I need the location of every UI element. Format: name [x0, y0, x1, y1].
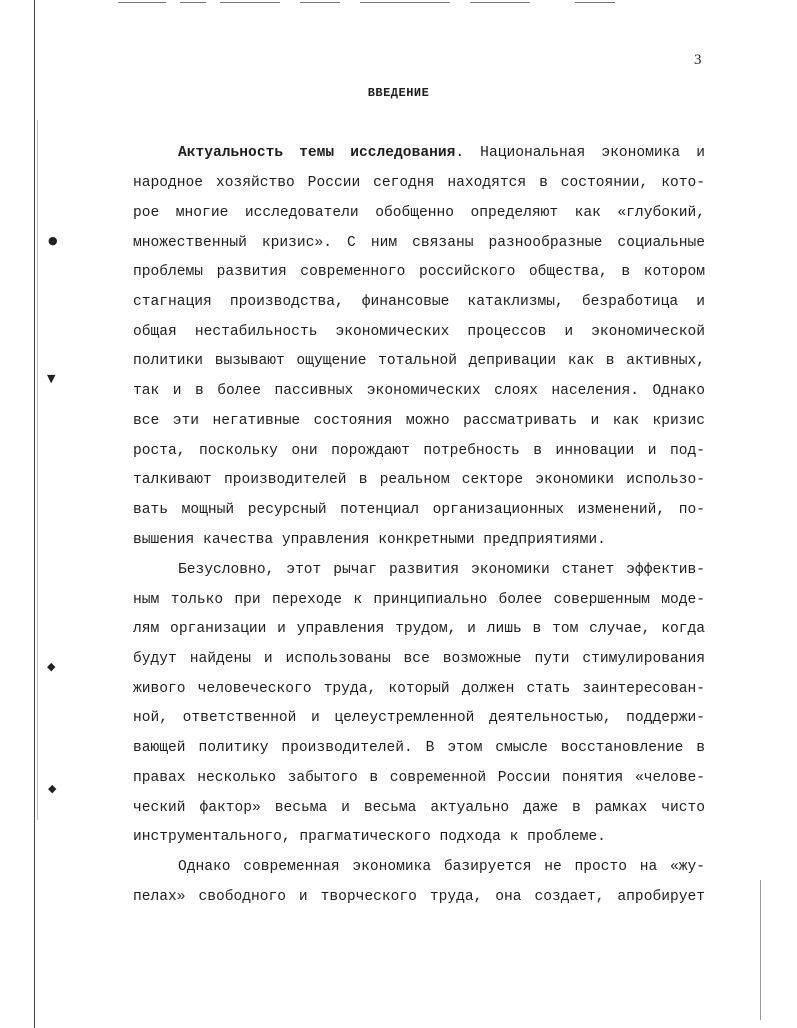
- text-line: проблемы развития современного российского общества, в котором: [133, 264, 705, 280]
- scan-top-mark: [575, 2, 615, 3]
- scan-top-mark: [220, 2, 280, 3]
- binding-hole-mark: ◆: [47, 660, 56, 673]
- text-line: народное хозяйство России сегодня находятся в состоянии, кото-: [133, 175, 705, 191]
- scan-top-mark: [360, 2, 450, 3]
- text-line: общая нестабильность экономических процессов и экономической: [133, 324, 705, 340]
- text-line: талкивают производителей в реальном секторе экономики использо-: [133, 472, 705, 488]
- text-line: политики вызывают ощущение тотальной депривации как в активных,: [133, 353, 705, 369]
- scan-left-edge-faint: [37, 120, 38, 820]
- text-line: рое многие исследователи обобщенно определяют как «глубокий,: [133, 205, 705, 221]
- lead-rest: . Национальная экономика и: [455, 145, 705, 161]
- text-line: ным только при переходе к принципиально более совершенным моде-: [133, 592, 705, 608]
- text-line: вать мощный ресурсный потенциал организационных изменений, по-: [133, 502, 705, 518]
- text-line: [178, 143, 705, 163]
- scan-top-mark: [470, 2, 530, 3]
- text-line: правах несколько забытого в современной России понятия «челове-: [133, 770, 705, 786]
- text-line: множественный кризис». С ним связаны разнообразные социальные: [133, 235, 705, 251]
- text-line: Однако современная экономика базируется не просто на «жу-: [178, 859, 705, 875]
- text-line: ческий фактор» весьма и весьма актуально даже в рамках чисто: [133, 800, 705, 816]
- binding-hole-mark: ◆: [48, 782, 57, 795]
- text-line: лям организации и управления трудом, и лишь в том случае, когда: [133, 621, 705, 637]
- scan-top-mark: [180, 2, 206, 3]
- text-line: будут найдены и использованы все возможные пути стимулирования: [133, 651, 705, 667]
- text-line: роста, поскольку они порождают потребность в инновации и под-: [133, 443, 705, 459]
- page-number: 3: [694, 52, 702, 68]
- text-line: вающей политику производителей. В этом смысле восстановление в: [133, 740, 705, 756]
- text-line: пелах» свободного и творческого труда, она создает, апробирует: [133, 889, 705, 905]
- text-line: живого человеческого труда, который должен стать заинтересован-: [133, 681, 705, 697]
- text-line: стагнация производства, финансовые катаклизмы, безработица и: [133, 294, 705, 310]
- scan-top-mark: [118, 2, 166, 3]
- lead-phrase: Актуальность темы исследования: [178, 145, 456, 161]
- scan-top-mark: [300, 2, 340, 3]
- text-line: все эти негативные состояния можно рассматривать и как кризис: [133, 413, 705, 429]
- scan-right-edge: [760, 880, 761, 1020]
- binding-hole-mark: ▼: [47, 372, 56, 385]
- text-line: инструментального, прагматического подхода к проблеме.: [133, 829, 606, 845]
- scan-left-edge: [34, 0, 35, 1028]
- section-title: ВВЕДЕНИЕ: [367, 86, 430, 100]
- text-line: вышения качества управления конкретными предприятиями.: [133, 532, 606, 548]
- text-line: Безусловно, этот рычаг развития экономики станет эффектив-: [178, 562, 705, 578]
- binding-hole-mark: ●: [48, 234, 58, 247]
- text-line: ной, ответственной и целеустремленной деятельностью, поддержи-: [133, 710, 705, 726]
- text-line: так и в более пассивных экономических слоях населения. Однако: [133, 383, 705, 399]
